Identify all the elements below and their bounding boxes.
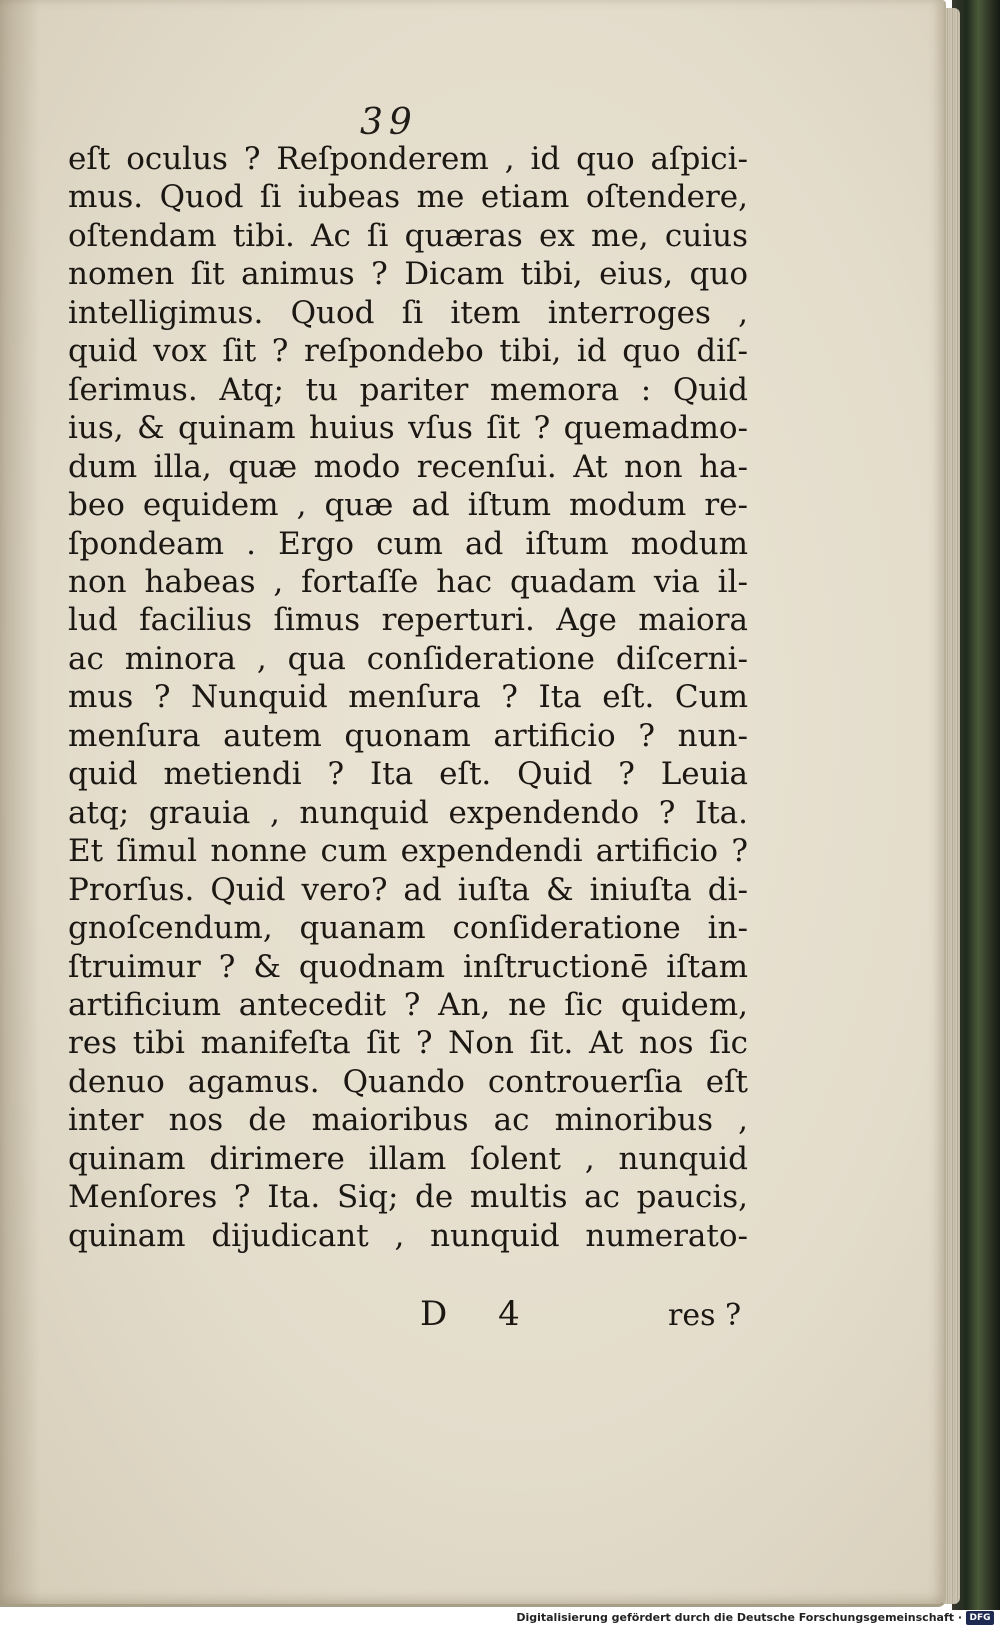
text-line: quinam dirimere illam ſolent , nunquid	[68, 1140, 748, 1177]
signature-mark: D 4	[420, 1294, 540, 1334]
text-line: ſtruimur ? & quodnam inſtructionē iſtam	[68, 948, 748, 985]
text-line: inter nos de maioribus ac minoribus ,	[68, 1102, 748, 1139]
text-line: lud facilius ſimus reperturi. Age maiora	[68, 602, 748, 639]
text-line: gnoſcendum, quanam conſideratione in-	[68, 910, 748, 947]
text-line: mus ? Nunquid menſura ? Ita eſt. Cum	[68, 679, 748, 716]
text-line: quinam dijudicant , nunquid numerato-	[68, 1217, 748, 1254]
catchword: res ?	[668, 1298, 742, 1333]
page-number: 39	[360, 102, 418, 143]
text-line: beo equidem , quæ ad iſtum modum re-	[68, 487, 748, 524]
text-line: nomen ſit animus ? Dicam tibi, eius, quo	[68, 256, 748, 293]
page-text	[68, 140, 748, 1255]
text-line: Menſores ? Ita. Siq; de multis ac paucis,	[68, 1179, 748, 1216]
text-line: eſt oculus ? Reſponderem , id quo aſpici-	[68, 141, 748, 177]
text-line: quid metiendi ? Ita eſt. Quid ? Leuia	[68, 756, 748, 793]
text-line: ſerimus. Atq; tu pariter memora : Quid	[68, 371, 748, 408]
text-line: atq; grauia , nunquid expendendo ? Ita.	[68, 794, 748, 831]
text-line: denuo agamus. Quando controuerſia eſt	[68, 1063, 748, 1100]
text-line: quid vox ſit ? reſpondebo tibi, id quo diſ-	[68, 333, 748, 370]
text-line: res tibi manifeſta ſit ? Non ſit. At nos ſic	[68, 1025, 748, 1062]
text-line: ius, & quinam huius vſus ſit ? quemadmo-	[68, 410, 748, 447]
text-line: Prorſus. Quid vero? ad iuſta & iniuſta di-	[68, 871, 748, 908]
text-line: non habeas , fortaſſe hac quadam via il-	[68, 563, 748, 600]
text-line: intelligimus. Quod ſi item interroges ,	[68, 294, 748, 331]
text-line: menſura autem quonam artificio ? nun-	[68, 717, 748, 754]
gutter-shadow	[0, 0, 40, 1604]
text-line: ac minora , qua conſideratione diſcerni-	[68, 640, 748, 677]
footer-credit: Digitalisierung gefördert durch die Deutsche Forschungsgemeinschaft ·	[516, 1611, 962, 1624]
text-line: oſtendam tibi. Ac ſi quæras ex me, cuius	[68, 217, 748, 254]
text-line: mus. Quod ſi iubeas me etiam oſtendere,	[68, 179, 748, 216]
dfg-logo: DFG	[966, 1611, 994, 1625]
text-line: Et ſimul nonne cum expendendi artificio ?	[68, 833, 748, 870]
text-line: dum illa, quæ modo recenſui. At non ha-	[68, 448, 748, 485]
text-line: ſpondeam . Ergo cum ad iſtum modum	[68, 525, 748, 562]
text-line: artificium antecedit ? An, ne ſic quidem,	[68, 986, 748, 1023]
